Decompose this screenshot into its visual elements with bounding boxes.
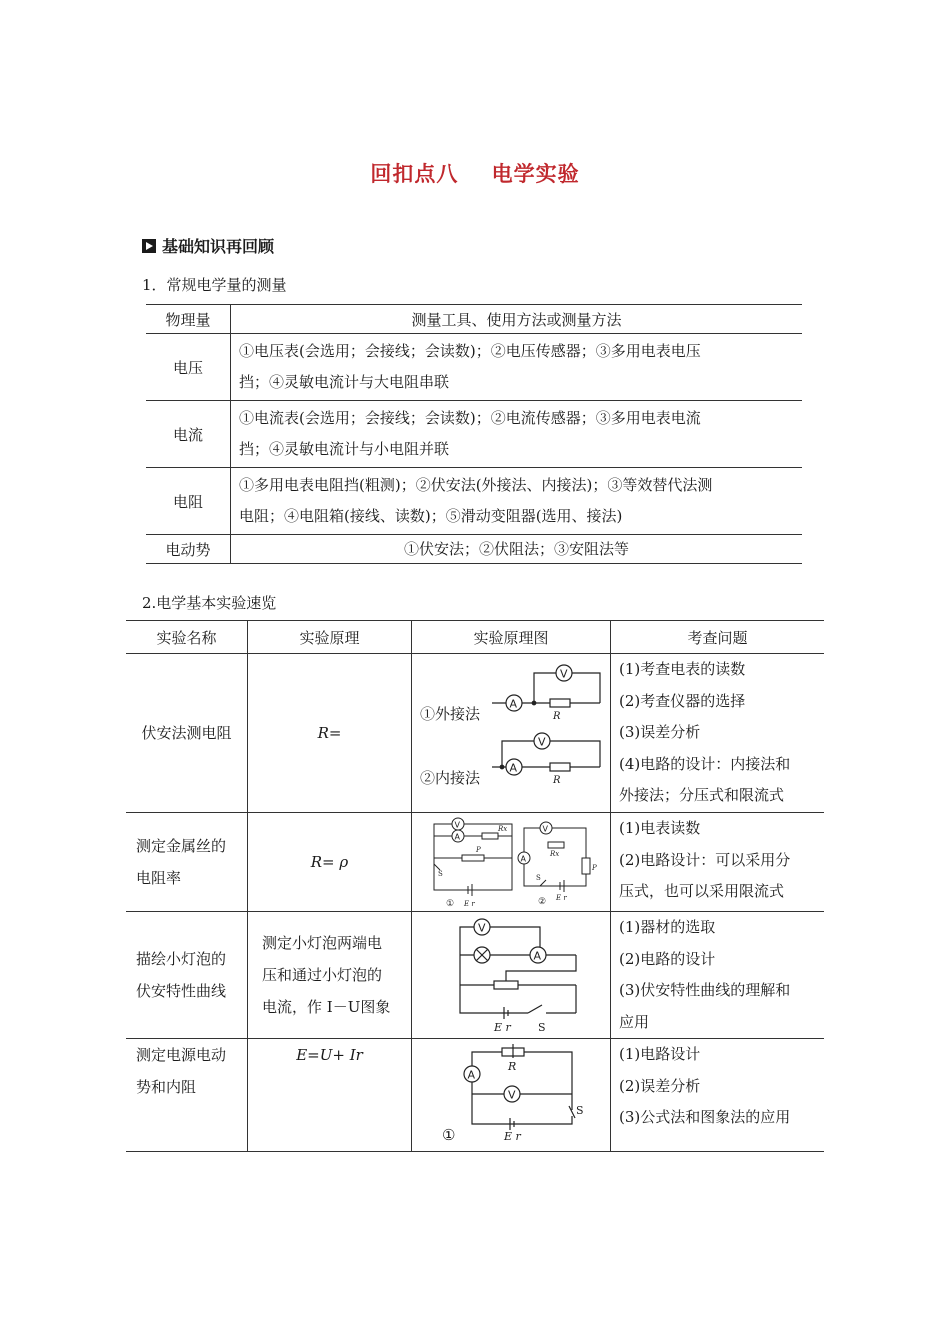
svg-text:V: V xyxy=(478,921,486,935)
play-triangle-icon xyxy=(142,239,156,253)
issues-cell: (1)考查电表的读数 (2)考查仪器的选择 (3)误差分析 (4)电路的设计：内接法和 外接法；分压式和限流式 xyxy=(611,654,825,813)
table-row xyxy=(126,1039,824,1152)
page-title: 回扣点八 电学实验 xyxy=(370,162,580,186)
quantity-cell: 电动势 xyxy=(146,535,231,564)
table-row xyxy=(146,334,802,401)
issues-cell: (1)电表读数 (2)电路设计：可以采用分 压式，也可以采用限流式 xyxy=(611,813,825,912)
svg-text:E r: E r xyxy=(494,1021,511,1034)
svg-text:A: A xyxy=(467,1068,476,1082)
table2-header-issues: 考查问题 xyxy=(611,621,825,654)
svg-text:A: A xyxy=(520,854,526,864)
subsection-1-title: 1．常规电学量的测量 xyxy=(142,276,287,294)
svg-text:E r: E r xyxy=(504,1130,521,1143)
voltammetry-circuit-svg xyxy=(412,655,610,811)
experiment-name: 伏安法测电阻 xyxy=(126,654,248,813)
subsection-2-title: 2.电学基本实验速览 xyxy=(142,594,277,612)
circuit-diagram xyxy=(412,654,611,813)
experiment-principle: R= xyxy=(248,654,412,813)
method-cell: ①电压表(会选用；会接线；会读数)；②电压传感器；③多用电表电压 挡；④灵敏电流计与大电阻串联 xyxy=(231,334,803,401)
experiment-principle: R= ρ xyxy=(248,813,412,912)
table-row xyxy=(126,654,824,813)
table1-header-method: 测量工具、使用方法或测量方法 xyxy=(231,305,803,334)
svg-text:V: V xyxy=(538,735,546,749)
section-heading: 基础知识再回顾 xyxy=(142,234,274,257)
svg-text:R: R xyxy=(553,775,561,786)
quantity-cell: 电流 xyxy=(146,401,231,468)
svg-text:S: S xyxy=(538,1021,546,1034)
quantity-cell: 电压 xyxy=(146,334,231,401)
svg-text:①: ① xyxy=(446,899,455,909)
table-row xyxy=(146,535,802,564)
circuit-diagram xyxy=(412,1039,611,1152)
svg-text:R: R xyxy=(553,711,561,722)
experiment-name: 测定电源电动 势和内阻 xyxy=(126,1039,248,1152)
resistor-icon xyxy=(550,699,570,707)
svg-text:Rx: Rx xyxy=(550,850,560,858)
svg-text:E r: E r xyxy=(464,900,475,908)
svg-text:S: S xyxy=(576,1104,584,1117)
svg-text:A: A xyxy=(454,832,460,842)
experiment-principle: E=U+ Ir xyxy=(248,1039,412,1152)
measurement-table xyxy=(146,304,802,564)
table2-header-diagram: 实验原理图 xyxy=(412,621,611,654)
issues-cell: (1)电路设计 (2)误差分析 (3)公式法和图象法的应用 xyxy=(611,1039,825,1152)
svg-text:V: V xyxy=(560,667,568,681)
rheostat-icon xyxy=(494,981,518,989)
svg-text:R: R xyxy=(508,1060,517,1073)
circuit-diagram xyxy=(412,813,611,912)
experiment-principle: 测定小灯泡两端电 压和通过小灯泡的 电流，作 I－U图象 xyxy=(248,912,412,1039)
svg-text:S: S xyxy=(536,874,541,882)
table-row xyxy=(146,468,802,535)
svg-text:E r: E r xyxy=(556,894,567,902)
svg-text:A: A xyxy=(509,697,518,711)
method-cell: ①伏安法；②伏阻法；③安阻法等 xyxy=(231,535,803,564)
table-row xyxy=(126,813,824,912)
svg-text:S: S xyxy=(438,870,443,878)
experiment-name: 描绘小灯泡的 伏安特性曲线 xyxy=(126,912,248,1039)
experiment-name: 测定金属丝的 电阻率 xyxy=(126,813,248,912)
method-cell: ①多用电表电阻挡(粗测)；②伏安法(外接法、内接法)；③等效替代法测 电阻；④电阻箱(接线、读数)；⑤滑动变阻器(选用、接法) xyxy=(231,468,803,535)
table-row xyxy=(126,912,824,1039)
table2-header-name: 实验名称 xyxy=(126,621,248,654)
svg-text:P: P xyxy=(592,864,597,872)
bulb-circuit-svg xyxy=(412,913,610,1037)
svg-text:V: V xyxy=(508,1088,516,1102)
svg-text:A: A xyxy=(509,761,518,775)
svg-text:V: V xyxy=(454,820,460,830)
internal-connection-label: ②内接法 xyxy=(420,769,481,787)
resistor-icon xyxy=(550,763,570,771)
method-cell: ①电流表(会选用；会接线；会读数)；②电流传感器；③多用电表电流 挡；④灵敏电流计与小电阻并联 xyxy=(231,401,803,468)
emf-circuit-svg xyxy=(412,1040,610,1150)
svg-text:①: ① xyxy=(442,1126,456,1144)
issues-cell: (1)器材的选取 (2)电路的设计 (3)伏安特性曲线的理解和 应用 xyxy=(611,912,825,1039)
quantity-cell: 电阻 xyxy=(146,468,231,535)
svg-text:P: P xyxy=(476,846,481,854)
svg-text:A: A xyxy=(533,949,542,963)
svg-text:Rx: Rx xyxy=(498,825,508,833)
svg-text:②: ② xyxy=(538,897,547,907)
external-connection-label: ①外接法 xyxy=(420,705,481,723)
table2-header-principle: 实验原理 xyxy=(248,621,412,654)
circuit-diagram xyxy=(412,912,611,1039)
resistivity-circuit-svg xyxy=(412,814,610,910)
table-row xyxy=(146,401,802,468)
table1-header-quantity: 物理量 xyxy=(146,305,231,334)
experiments-table xyxy=(126,620,824,1152)
svg-text:V: V xyxy=(542,824,548,834)
